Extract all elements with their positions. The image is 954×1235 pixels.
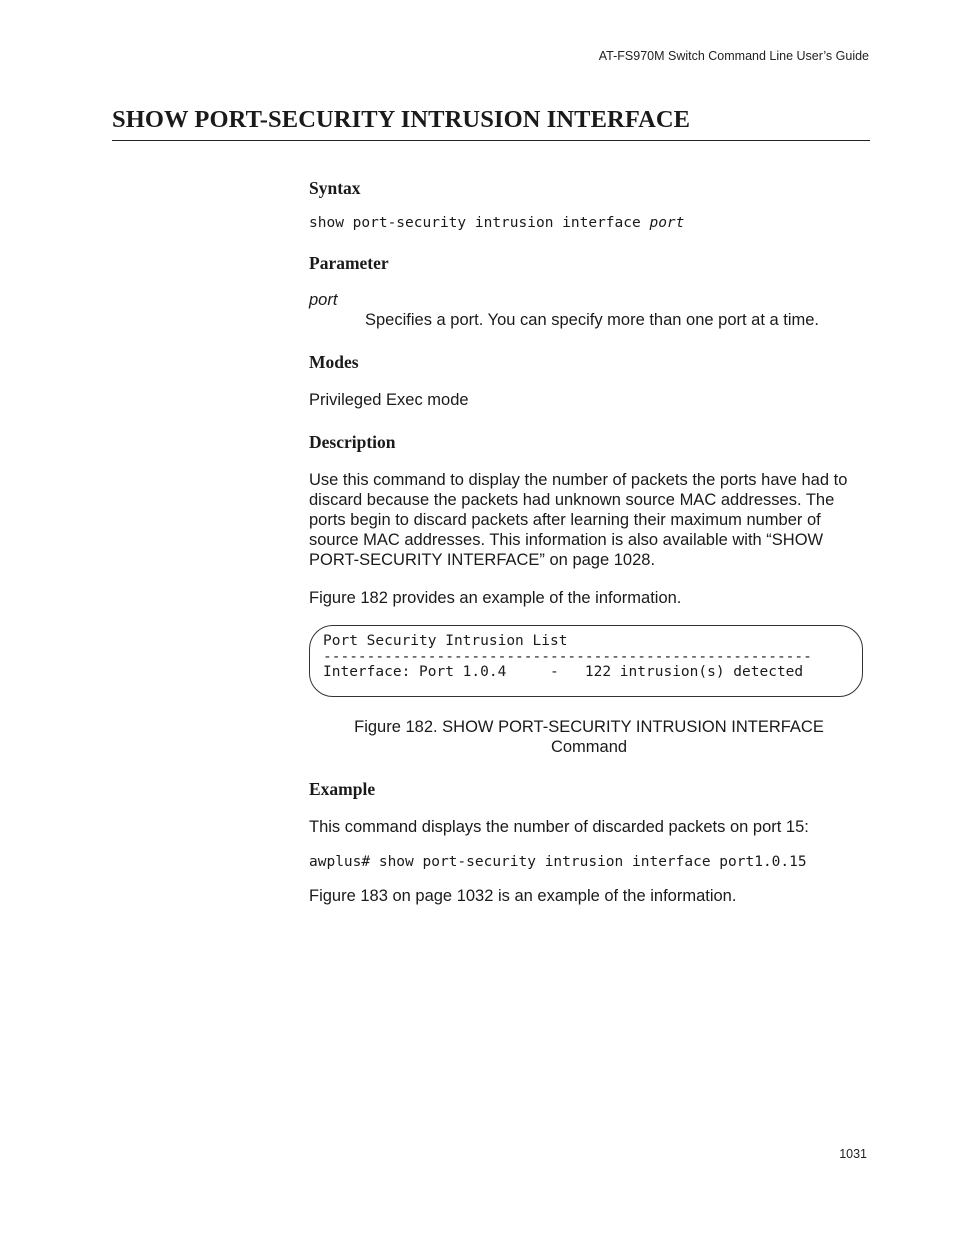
parameter-name: port <box>309 291 338 309</box>
figure-caption <box>309 717 869 757</box>
main-content <box>309 178 869 906</box>
parameter-heading: Parameter <box>309 253 389 273</box>
example-heading: Example <box>309 779 376 799</box>
description-line: source MAC addresses. This information is also available with “SHOW <box>309 531 824 549</box>
example-followup: Figure 183 on page 1032 is an example of the information. <box>309 887 737 905</box>
description-line: Use this command to display the number of packets the ports have had to <box>309 471 848 489</box>
description-line: discard because the packets had unknown source MAC addresses. The <box>309 491 835 509</box>
syntax-command-text: show port-security intrusion interface <box>309 215 650 231</box>
description-line: ports begin to discard packets after learning their maximum number of <box>309 511 821 529</box>
figure-caption-line: Figure 182. SHOW PORT-SECURITY INTRUSION INTERFACE <box>354 718 824 736</box>
figure-code-box <box>309 625 863 697</box>
description-line: PORT-SECURITY INTERFACE” on page 1028. <box>309 551 656 569</box>
figure-line-separator: -------------------------------------------------------- <box>323 648 812 665</box>
example-command: awplus# show port-security intrusion interface port1.0.15 <box>309 854 807 870</box>
page-title: SHOW PORT-SECURITY INTRUSION INTERFACE <box>112 106 870 141</box>
syntax-command <box>309 215 869 231</box>
description-paragraph <box>309 470 869 570</box>
syntax-heading: Syntax <box>309 178 361 198</box>
example-intro: This command displays the number of discarded packets on port 15: <box>309 818 809 836</box>
description-heading: Description <box>309 432 396 452</box>
figure-caption-line: Command <box>550 738 628 756</box>
figure-line-title: Port Security Intrusion List <box>323 633 568 649</box>
figure-line-interface: Interface: Port 1.0.4 - 122 intrusion(s) detected <box>323 664 804 680</box>
syntax-argument: port <box>649 215 685 231</box>
modes-text: Privileged Exec mode <box>309 391 469 409</box>
page-number: 1031 <box>839 1147 867 1161</box>
running-header: AT-FS970M Switch Command Line User’s Guide <box>598 49 869 63</box>
figure-reference: Figure 182 provides an example of the information. <box>309 589 682 607</box>
modes-heading: Modes <box>309 352 359 372</box>
parameter-description: Specifies a port. You can specify more than one port at a time. <box>365 311 820 329</box>
